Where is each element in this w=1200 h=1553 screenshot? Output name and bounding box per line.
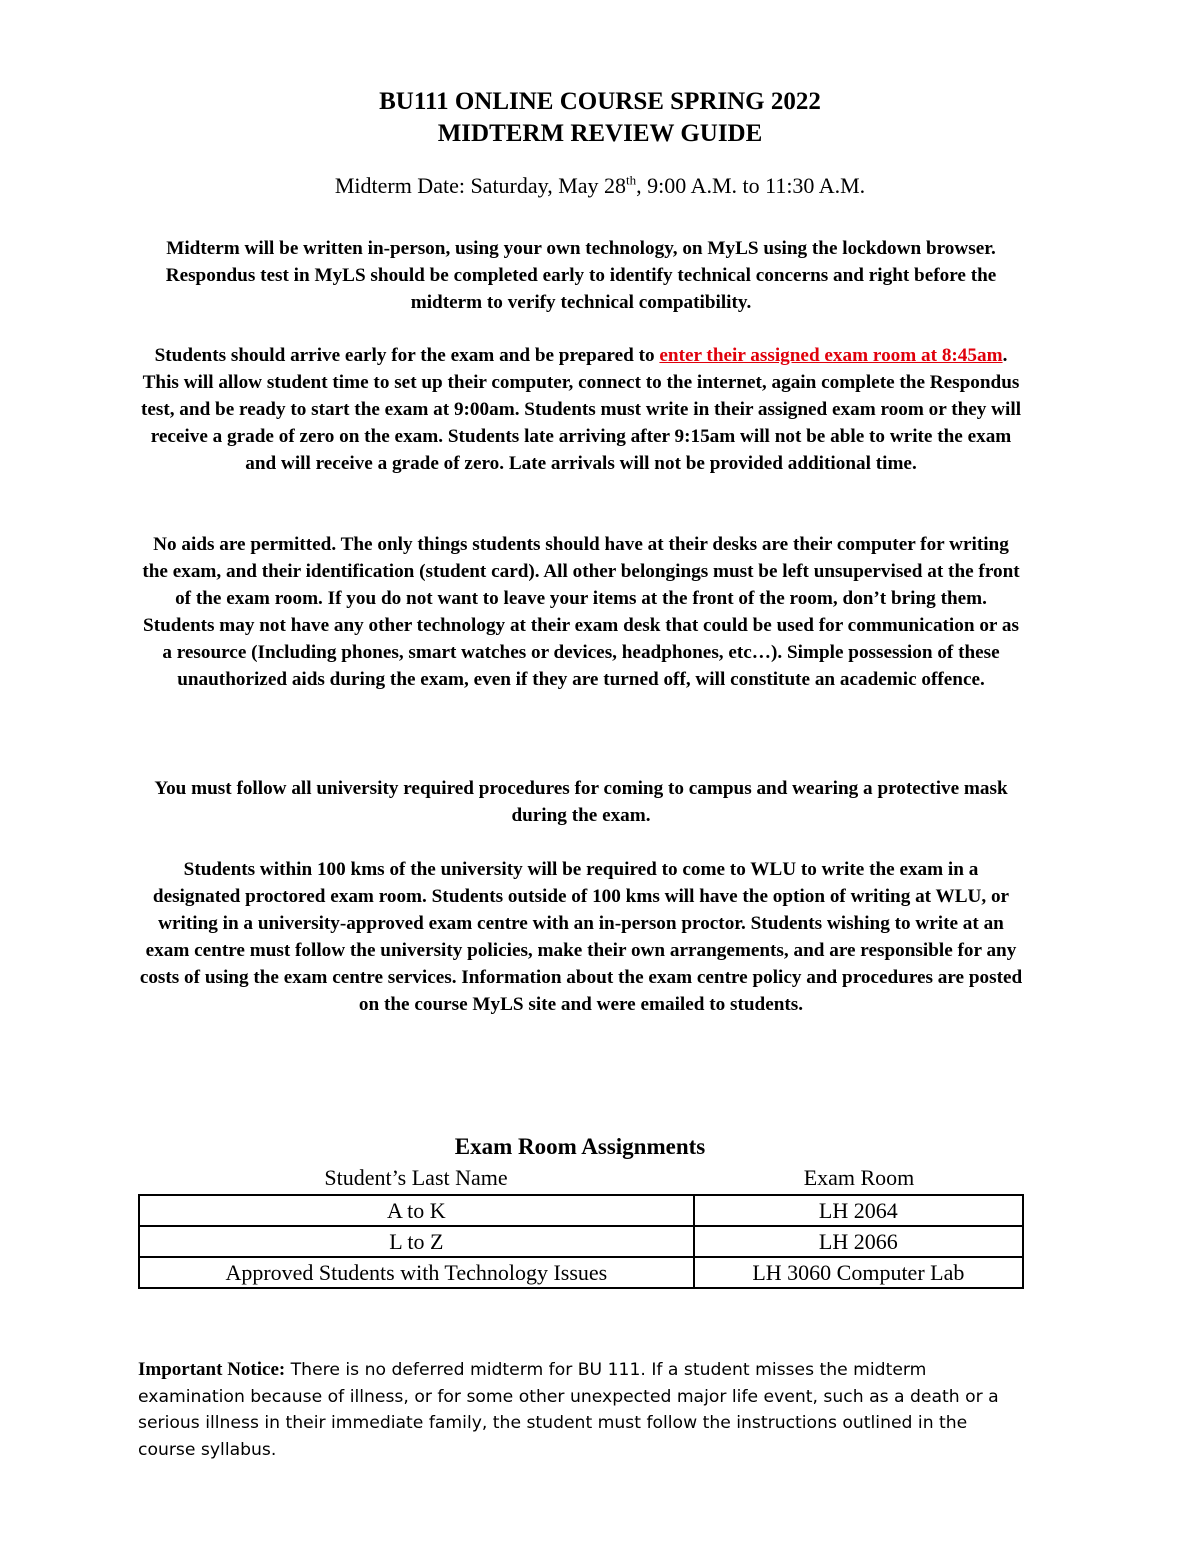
table-row	[139, 1226, 1023, 1257]
paragraph-procedures: You must follow all university required procedures for coming to campus and wearing a protective mask during the exam.	[154, 778, 1008, 826]
table-row	[139, 1257, 1023, 1288]
midterm-date-suffix: , 9:00 A.M. to 11:30 A.M.	[636, 173, 866, 198]
room-assignments-table	[138, 1194, 1024, 1289]
table-row	[139, 1195, 1023, 1226]
paragraph-technology: Midterm will be written in-person, using your own technology, on MyLS using the lockdown browser. Respondus test in MyLS should be completed early to identify technical concerns and right before the midterm to verify technical compatibility.	[165, 238, 997, 313]
exam-room: LH 2066	[694, 1226, 1023, 1257]
column-header-exam-room: Exam Room	[803, 1165, 915, 1190]
arrival-text-before: Students should arrive early for the exam and be prepared to	[154, 345, 660, 366]
paragraph-aids: No aids are permitted. The only things students should have at their desks are their computer for writing the exam, and their identification (student card). All other belongings must be left unsupervised at the front of the exam room. If you do not want to leave your items at the front of the room, don’t bring them. Students may not have any other technology at their exam desk that could be used for communication or as a resource (Including phones, smart watches or devices, headphones, etc…). Simple possession of these unauthorized aids during the exam, even if they are turned off, will constitute an academic offence.	[142, 534, 1020, 690]
exam-room: LH 3060 Computer Lab	[694, 1257, 1023, 1288]
midterm-date-ordinal: th	[626, 172, 637, 188]
arrival-time-highlight: enter their assigned exam room at 8:45am	[659, 345, 1003, 366]
column-header-last-name: Student’s Last Name	[324, 1165, 508, 1190]
guide-title: MIDTERM REVIEW GUIDE	[437, 120, 763, 147]
last-name-range: Approved Students with Technology Issues	[139, 1257, 694, 1288]
course-title: BU111 ONLINE COURSE SPRING 2022	[379, 88, 821, 115]
paragraph-exam-centre: Students within 100 kms of the university will be required to come to WLU to write the exam in a designated proctored exam room. Students outside of 100 kms will have the option of writing at WLU, or writing in a university-approved exam centre with an in-person proctor. Students wishing to write at an exam centre must follow the university policies, make their own arrangements, and are responsible for any costs of using the exam centre services. Information about the exam centre policy and procedures are posted on the course MyLS site and were emailed to students.	[139, 859, 1023, 1015]
room-table-header	[138, 1163, 1024, 1193]
arrival-text-after: . This will allow student time to set up their computer, connect to the internet, again complete the Respondus test, and be ready to start the exam at 9:00am. Students must write in their assigned exam room or they will receive a grade of zero on the exam. Students late arriving after 9:15am will not be able to write the exam and will receive a grade of zero. Late arrivals will not be provided additional time.	[140, 345, 1022, 474]
last-name-range: A to K	[139, 1195, 694, 1226]
important-notice	[138, 1357, 1028, 1463]
notice-label: Important Notice:	[138, 1359, 286, 1380]
notice-text: There is no deferred midterm for BU 111. If a student misses the midterm examination because of illness, or for some other unexpected major life event, such as a death or a serious illness in their immediate family, the student must follow the instructions outlined in the course syllabus.	[138, 1360, 999, 1460]
midterm-date	[0, 171, 1200, 201]
last-name-range: L to Z	[139, 1226, 694, 1257]
midterm-date-prefix: Midterm Date: Saturday, May 28	[334, 173, 627, 198]
room-assignments-title: Exam Room Assignments	[454, 1134, 706, 1159]
paragraph-arrival	[138, 342, 1024, 477]
exam-room: LH 2064	[694, 1195, 1023, 1226]
